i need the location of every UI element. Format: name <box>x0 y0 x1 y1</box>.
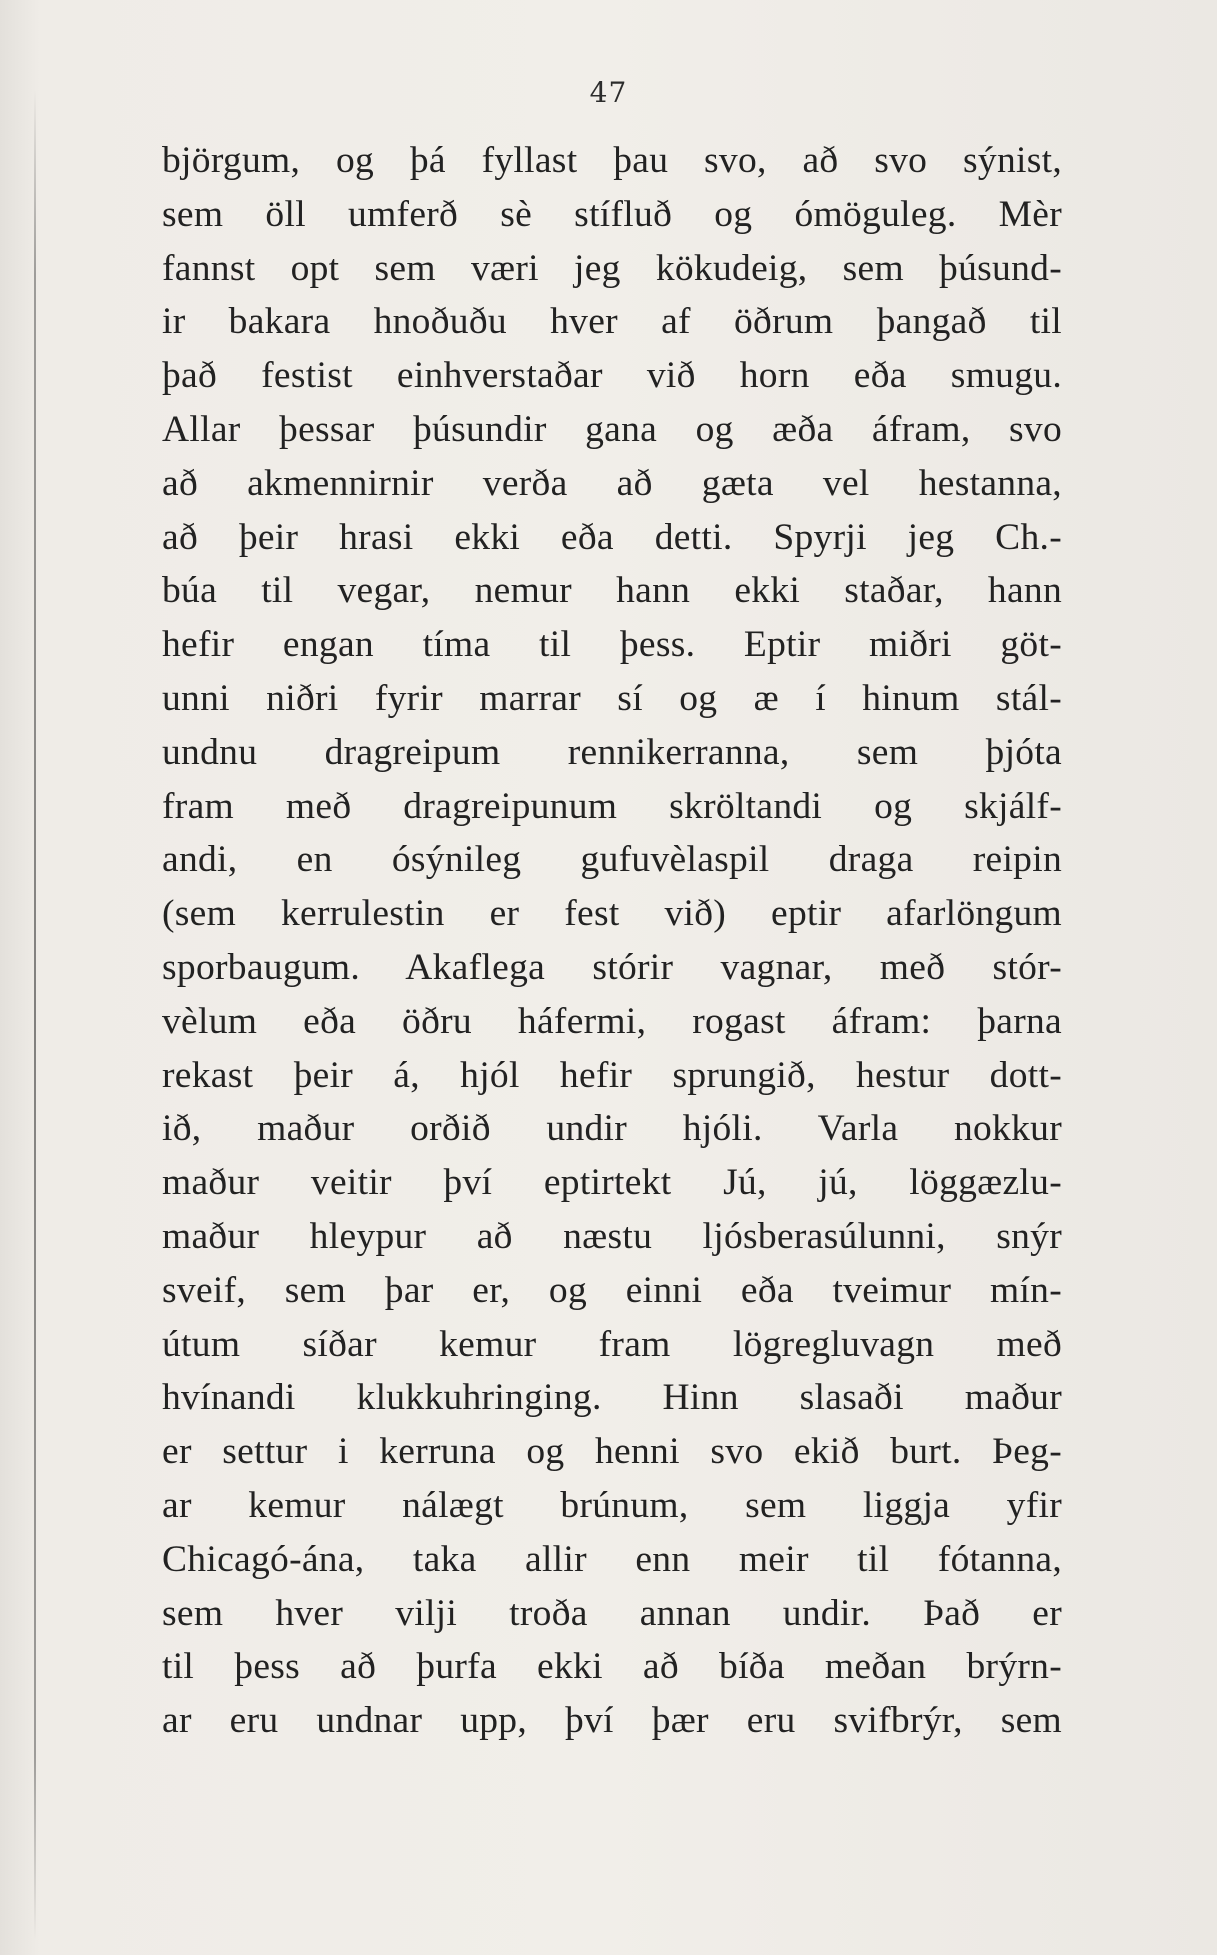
text-line-24: hvínandi klukkuhringing. Hinn slasaði maður <box>162 1377 1062 1419</box>
text-line-29: til þess að þurfa ekki að bíða meðan brýrn- <box>162 1646 1062 1688</box>
text-line-8: að þeir hrasi ekki eða detti. Spyrji jeg Ch.- <box>162 516 1062 558</box>
text-line-15: (sem kerrulestin er fest við) eptir afarlöngum <box>162 893 1062 935</box>
text-line-12: undnu dragreipum rennikerranna, sem þjóta <box>162 731 1062 773</box>
text-line-7: að akmennirnir verða að gæta vel hestanna, <box>162 462 1062 504</box>
text-line-28: sem hver vilji troða annan undir. Það er <box>162 1592 1062 1634</box>
text-line-5: það festist einhverstaðar við horn eða smugu. <box>162 355 1062 397</box>
text-line-20: maður veitir því eptirtekt Jú, jú, löggæzlu- <box>162 1162 1062 1204</box>
text-line-21: maður hleypur að næstu ljósberasúlunni, snýr <box>162 1215 1062 1257</box>
text-line-1: björgum, og þá fyllast þau svo, að svo sýnist, <box>162 140 1062 181</box>
text-line-19: ið, maður orðið undir hjóli. Varla nokkur <box>162 1108 1062 1150</box>
text-line-18: rekast þeir á, hjól hefir sprungið, hestur dott- <box>162 1054 1062 1096</box>
text-line-9: búa til vegar, nemur hann ekki staðar, hann <box>162 570 1062 612</box>
text-line-14: andi, en ósýnileg gufuvèlaspil draga reipin <box>162 839 1062 881</box>
text-line-11: unni niðri fyrir marrar sí og æ í hinum stál- <box>162 677 1062 719</box>
page-number: 47 <box>589 76 628 109</box>
text-line-27: Chicagó-ána, taka allir enn meir til fótanna, <box>162 1538 1062 1580</box>
text-line-17: vèlum eða öðru háfermi, rogast áfram: þarna <box>162 1000 1062 1042</box>
body-text <box>162 134 1062 1748</box>
text-line-26: ar kemur nálægt brúnum, sem liggja yfir <box>162 1484 1062 1526</box>
text-line-16: sporbaugum. Akaflega stórir vagnar, með stór- <box>162 946 1062 988</box>
text-line-23: útum síðar kemur fram lögregluvagn með <box>162 1323 1062 1365</box>
text-line-10: hefir engan tíma til þess. Eptir miðri göt- <box>162 624 1062 666</box>
text-line-2: sem öll umferð sè stífluð og ómöguleg. Mèr <box>162 193 1062 235</box>
text-line-25: er settur i kerruna og henni svo ekið burt. Þeg- <box>162 1431 1062 1473</box>
text-line-6: Allar þessar þúsundir gana og æða áfram, svo <box>162 408 1062 450</box>
text-line-4: ir bakara hnoðuðu hver af öðrum þangað til <box>162 301 1062 343</box>
text-line-3: fannst opt sem væri jeg kökudeig, sem þúsund- <box>162 247 1062 289</box>
text-line-22: sveif, sem þar er, og einni eða tveimur mín- <box>162 1269 1062 1311</box>
text-line-30: ar eru undnar upp, því þær eru svifbrýr, sem <box>162 1700 1062 1742</box>
binding-edge <box>34 90 36 1940</box>
text-line-13: fram með dragreipunum skröltandi og skjálf- <box>162 785 1062 827</box>
